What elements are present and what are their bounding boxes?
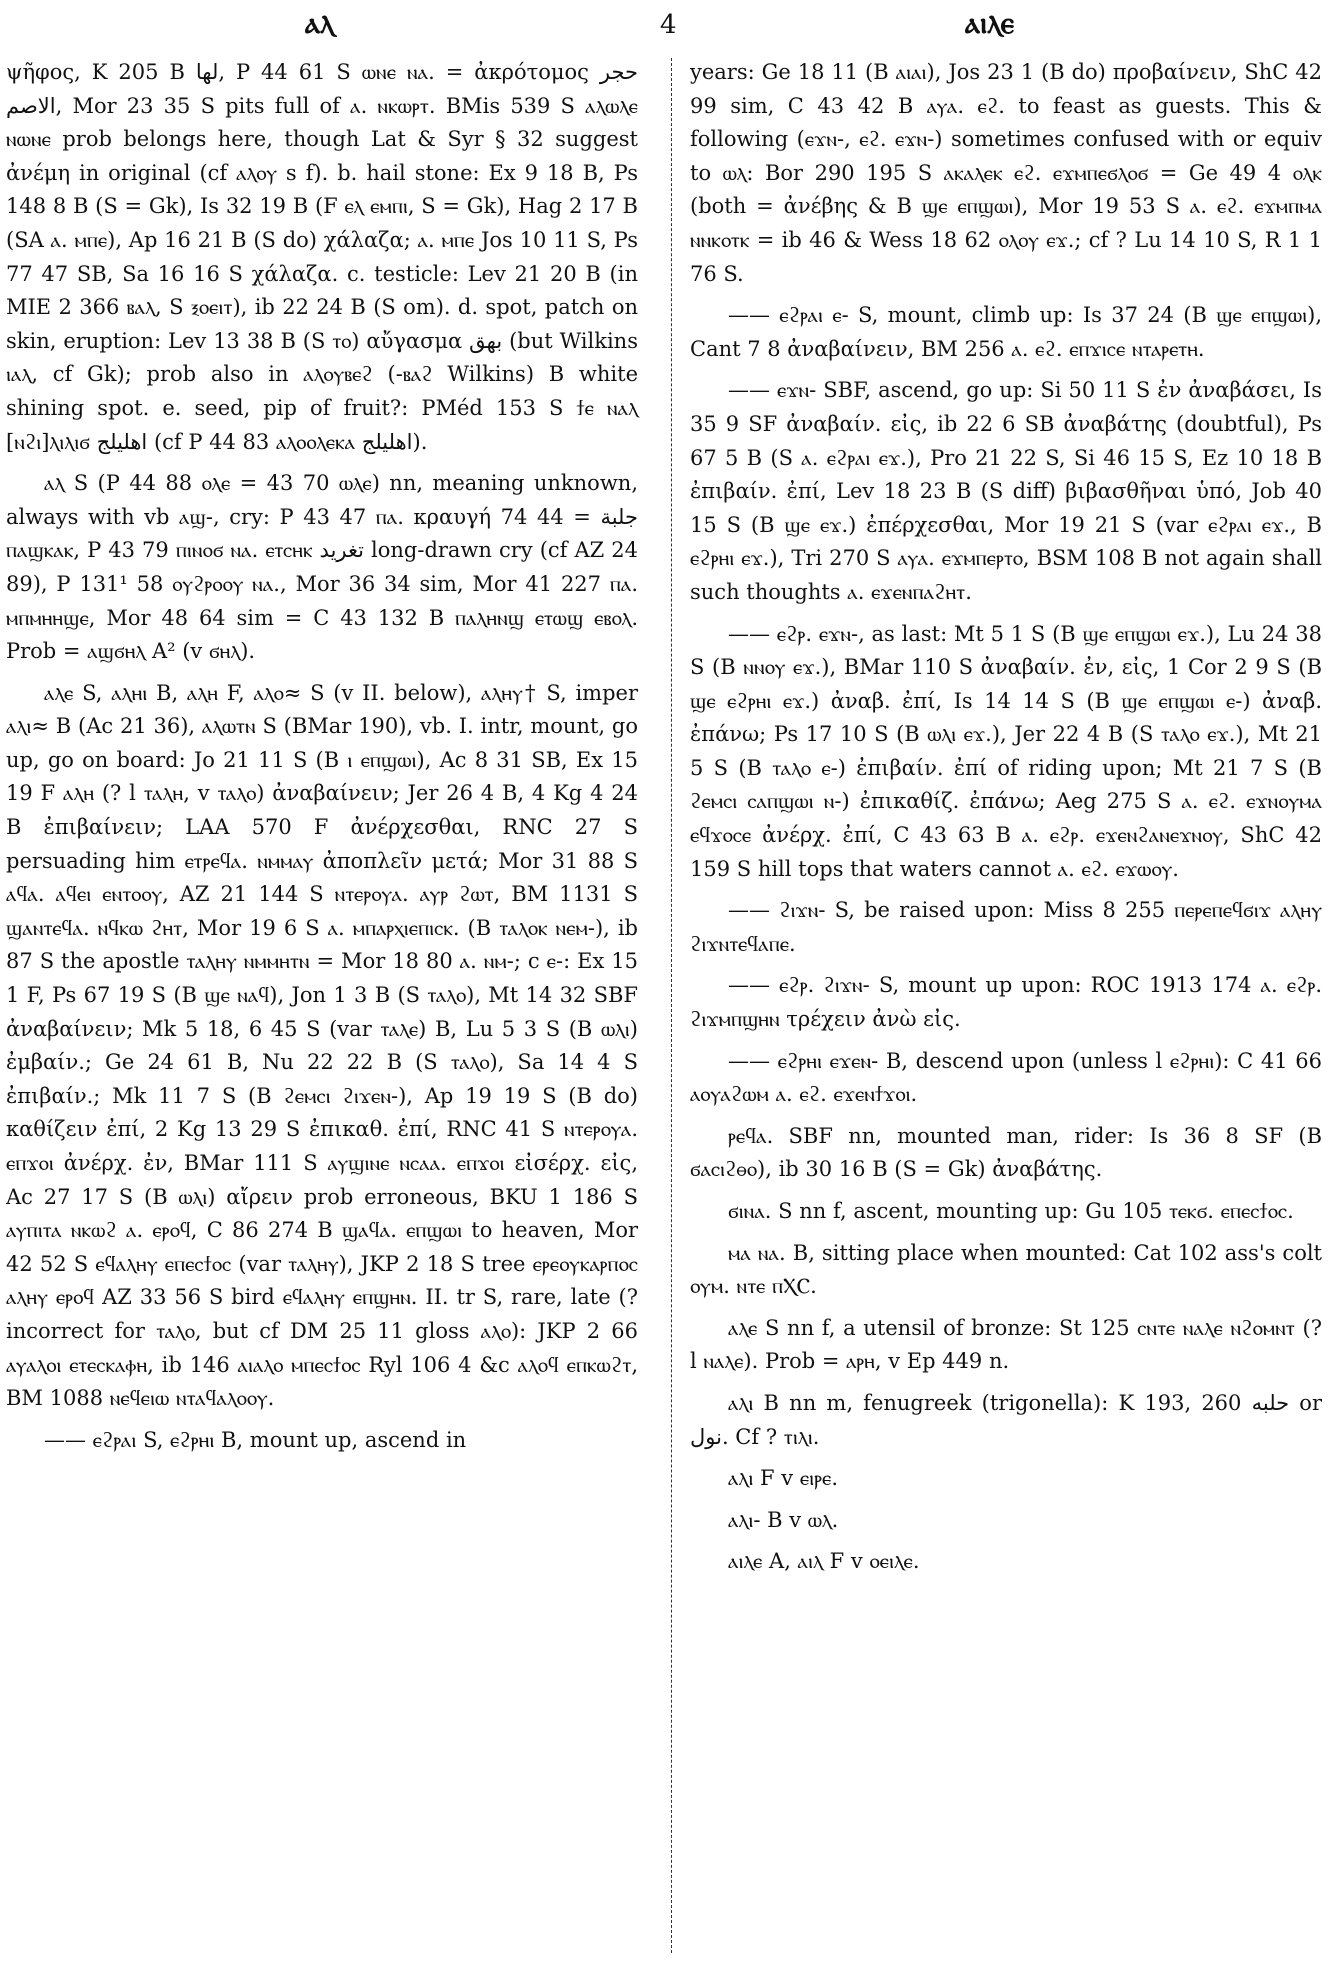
right-column [690, 56, 1322, 1587]
dictionary-entry: ⲁⲓⲗⲉ A, ⲁⲓⲗ F v ⲟⲉⲓⲗⲉ. [728, 1549, 920, 1574]
header-left-headword: ⲁⲗ [305, 6, 335, 41]
dictionary-entry: ⲁⲗⲓ B nn m, fenugreek (trigonella): K 193, 260 ﺣﻠﺒﻪ or ﻧﻮﻝ. Cf ? ⲧⲓⲗⲓ. [690, 1390, 1322, 1449]
dictionary-entry: —— ⲉϩⲣ. ⲉϫⲛ-, as last: Mt 5 1 S (B ϣⲉ ⲉⲡϣⲱⲓ ⲉϫ.), Lu 24 38 S (B ⲛⲛⲟⲩ ⲉϫ.), BMar 110 S ἀναβαίν. ἐν, εἰς, 1 Cor 2 9 S (B ϣⲉ ⲉϩⲣⲏⲓ ⲉϫ.) ἀναβ. ἐπί, Is 14 14 S (B ϣⲉ ⲉⲡϣⲱⲓ ⲉ-) ἀναβ. ἐπάνω; Ps 17 10 S (B ⲱⲗⲓ ⲉϫ.), Jer 22 4 B (S ⲧⲁⲗⲟ ⲉϫ.), Mt 21 5 S (B ⲧⲁⲗⲟ ⲉ-) ἐπιβαίν. ἐπί of riding upon; Mt 21 7 S (B ϩⲉⲙⲥⲓ ⲥⲁⲡϣⲱⲓ ⲛ-) ἐπικαθίζ. ἐπάνω; Aeg 275 S ⲁ. ⲉϩ. ⲉϫⲛⲟⲩⲙⲁ ⲉϥϫⲟⲥⲉ ἀνέρχ. ἐπί, C 43 63 B ⲁ. ⲉϩⲣ. ⲉϫⲉⲛϩⲁⲛⲉϫⲛⲟⲩ, ShC 42 159 S hill tops that waters cannot ⲁ. ⲉϩ. ⲉϫⲱⲟⲩ. [690, 621, 1322, 881]
column-divider [671, 58, 672, 1953]
dictionary-entry: ψῆφος, K 205 B ﻟﻬﺎ, P 44 61 S ⲱⲛⲉ ⲛⲁ. = ἀκρότομος ﺣﺠﺮ ﺍﻻﺻﻢ, Mor 23 35 S pits full of ⲁ. ⲛⲕⲱⲣⲧ. BMis 539 S ⲁⲗⲱⲗⲉ ⲛⲱⲛⲉ prob belongs here, though Lat & Syr § 32 suggest ἀνέμη in original (cf ⲁⲗⲟⲩ s f). b. hail stone: Ex 9 18 B, Ps 148 8 B (S = Gk), Is 32 19 B (F ⲉⲗ ⲉⲙⲡⲓ, S = Gk), Hag 2 17 B (SA ⲁ. ⲙⲡⲉ), Ap 16 21 B (S do) χάλαζα; ⲁ. ⲙⲡⲉ Jos 10 11 S, Ps 77 47 SB, Sa 16 16 S χάλαζα. c. testicle: Lev 21 20 B (in MIE 2 366 ⲃⲁⲗ, S ⲝⲟⲉⲓⲧ), ib 22 24 B (S om). d. spot, patch on skin, eruption: Lev 13 38 B (S ⲧⲟ) αὔγασμα ﺑﻬﻖ (but Wilkins ⲓⲁⲗ, cf Gk); prob also in ⲁⲗⲟⲩⲃⲉϩ (-ⲃⲁϩ Wilkins) B white shining spot. e. seed, pip of fruit?: PMéd 153 S ϯⲉ ⲛⲁⲗ [ⲛϩⲓ]ⲗⲓⲗⲓϭ ﺍﻫﻠﻴﻠﺞ (cf P 44 83 ⲁⲗⲟⲟⲗⲉⲕⲁ ﺍﻫﻠﻴﻠﺞ). [6, 60, 638, 454]
page-header [20, 6, 1310, 54]
dictionary-entry: ⲁⲗⲉ S, ⲁⲗⲏⲓ B, ⲁⲗⲏ F, ⲁⲗⲟ≈ S (v II. below), ⲁⲗⲏⲩ† S, imper ⲁⲗⲓ≈ B (Ac 21 36), ⲁⲗⲱⲧⲛ S (BMar 190), vb. I. intr, mount, go up, go on board: Jo 21 11 S (B ⲓ ⲉⲡϣⲱⲓ), Ac 8 31 SB, Ex 15 19 F ⲁⲗⲏ (? l ⲧⲁⲗⲏ, v ⲧⲁⲗⲟ) ἀναβαίνειν; Jer 26 4 B, 4 Kg 4 24 B ἐπιβαίνειν; LAA 570 F ἀνέρχεσθαι, RNC 27 S persuading him ⲉⲧⲣⲉϥⲁ. ⲛⲙⲙⲁⲩ ἀποπλεῖν μετά; Mor 31 88 S ⲁϥⲁ. ⲁϥⲉⲓ ⲉⲛⲧⲟⲟⲩ, AZ 21 144 S ⲛⲧⲉⲣⲟⲩⲁ. ⲁⲩⲣ ϩⲱⲧ, BM 1131 S ϣⲁⲛⲧⲉϥⲁ. ⲛϥⲕⲱ ϩⲏⲧ, Mor 19 6 S ⲁ. ⲙⲡⲁⲣⲭⲓⲉⲡⲓⲥⲕ. (B ⲧⲁⲗⲟⲕ ⲛⲉⲙ-), ib 87 S the apostle ⲧⲁⲗⲏⲩ ⲛⲙⲙⲏⲧⲛ = Mor 18 80 ⲁ. ⲛⲙ-; c ⲉ-: Ex 15 1 F, Ps 67 19 S (B ϣⲉ ⲛⲁϥ), Jon 1 3 B (S ⲧⲁⲗⲟ), Mt 14 32 SBF ἀναβαίνειν; Mk 5 18, 6 45 S (var ⲧⲁⲗⲉ) B, Lu 5 3 S (B ⲱⲗⲓ) ἐμβαίν.; Ge 24 61 B, Nu 22 22 B (S ⲧⲁⲗⲟ), Sa 14 4 S ἐπιβαίν.; Mk 11 7 S (B ϩⲉⲙⲥⲓ ϩⲓϫⲉⲛ-), Ap 19 19 S (B do) καθίζειν ἐπί, 2 Kg 13 29 S ἐπικαθ. ἐπί, RNC 41 S ⲛⲧⲉⲣⲟⲩⲁ. ⲉⲡϫⲟⲓ ἀνέρχ. ἐν, BMar 111 S ⲁⲩϣⲓⲛⲉ ⲛⲥⲁⲁ. ⲉⲡϫⲟⲓ εἰσέρχ. εἰς, Ac 27 17 S (B ⲱⲗⲓ) αἴρειν prob erroneous, BKU 1 186 S ⲁⲩⲡⲓⲧⲁ ⲛⲕⲱϩ ⲁ. ⲉⲣⲟϥ, C 86 274 B ϣⲁϥⲁ. ⲉⲡϣⲱⲓ to heaven, Mor 42 52 S ⲉϥⲁⲗⲏⲩ ⲉⲡⲉⲥϯⲟⲥ (var ⲧⲁⲗⲏⲩ), JKP 2 18 S tree ⲉⲣⲉⲟⲩⲕⲁⲣⲡⲟⲥ ⲁⲗⲏⲩ ⲉⲣⲟϥ AZ 33 56 S bird ⲉϥⲁⲗⲏⲩ ⲉⲡϣⲏⲛ. II. tr S, rare, late (? incorrect for ⲧⲁⲗⲟ, but cf DM 25 11 gloss ⲁⲗⲟ): JKP 2 66 ⲁⲩⲁⲗⲟⲓ ⲉⲧⲉⲥⲕⲁⲫⲏ, ib 146 ⲁⲓⲁⲗⲟ ⲙⲡⲉⲥϯⲟⲥ Ryl 106 4 &c ⲁⲗⲟϥ ⲉⲡⲕⲱϩⲧ, BM 1088 ⲛⲉϥⲉⲓⲱ ⲛⲧⲁϥⲁⲗⲟⲟⲩ. [6, 680, 638, 1411]
dictionary-entry: —— ⲉϫⲛ- SBF, ascend, go up: Si 50 11 S ἐν ἀναβάσει, Is 35 9 SF ἀναβαίν. εἰς, ib 22 6 SB ἀναβάτης (doubtful), Ps 67 5 B (S ⲁ. ⲉϩⲣⲁⲓ ⲉϫ.), Pro 21 22 S, Si 46 15 S, Ez 10 18 B ἐπιβαίν. ἐπί, Lev 18 23 B (S diff) βιβασθῆναι ὑπό, Job 40 15 S (B ϣⲉ ⲉϫ.) ἐπέρχεσθαι, Mor 19 21 S (var ⲉϩⲣⲁⲓ ⲉϫ., B ⲉϩⲣⲏⲓ ⲉϫ.), Tri 270 S ⲁⲩⲁ. ⲉϫⲙⲡⲉⲣⲧⲟ, BSM 108 B not again shall such thoughts ⲁ. ⲉϫⲉⲛⲡⲁϩⲏⲧ. [690, 378, 1322, 604]
dictionary-entry: ⲁⲗⲉ S nn f, a utensil of bronze: St 125 ⲥⲛⲧⲉ ⲛⲁⲗⲉ ⲛϩⲟⲙⲛⲧ (? l ⲛⲁⲗⲉ). Prob = ⲁⲣⲏ, v Ep 449 n. [690, 1315, 1322, 1374]
dictionary-entry: —— ϩⲓϫⲛ- S, be raised upon: Miss 8 255 ⲡⲉⲣⲉⲡⲉϥϭⲓϫ ⲁⲗⲏⲩ ϩⲓϫⲛⲧⲉϥⲁⲡⲉ. [690, 898, 1322, 956]
header-right-headword: ⲁⲓⲗⲉ [965, 6, 1015, 41]
dictionary-entry: —— ⲉϩⲣⲏⲓ ⲉϫⲉⲛ- B, descend upon (unless l ⲉϩⲣⲏⲓ): C 41 66 ⲁⲟⲩⲁϩⲱⲙ ⲁ. ⲉϩ. ⲉϫⲉⲛϯϫⲟⲓ. [690, 1048, 1322, 1107]
dictionary-entry: ⲣⲉϥⲁ. SBF nn, mounted man, rider: Is 36 8 SF (B ϭⲁⲥⲓϩⲑⲟ), ib 30 16 B (S = Gk) ἀναβάτης. [690, 1123, 1322, 1182]
dictionary-entry: years: Ge 18 11 (B ⲁⲓⲁⲓ), Jos 23 1 (B do) προβαίνειν, ShC 42 99 sim, C 43 42 B ⲁⲩⲁ. ⲉϩ. to feast as guests. This & following (ⲉϫⲛ-, ⲉϩ. ⲉϫⲛ-) sometimes confused with or equiv to ⲱⲗ: Bor 290 195 S ⲁⲕⲁⲗⲉⲕ ⲉϩ. ⲉϫⲙⲡⲉϭⲗⲟϭ = Ge 49 4 ⲟⲗⲕ (both = ἀνέβης & B ϣⲉ ⲉⲡϣⲱⲓ), Mor 19 53 S ⲁ. ⲉϩ. ⲉϫⲙⲡⲙⲁ ⲛⲛⲕⲟⲧⲕ = ib 46 & Wess 18 62 ⲟⲗⲟⲩ ⲉϫ.; cf ? Lu 14 10 S, R 1 1 76 S. [690, 60, 1322, 286]
dictionary-entry: ⲁⲗⲓ- B v ⲱⲗ. [728, 1507, 839, 1532]
page-number: 4 [660, 10, 677, 40]
dictionary-entry: —— ⲉϩⲣⲁⲓ S, ⲉϩⲣⲏⲓ B, mount up, ascend in [44, 1427, 467, 1452]
dictionary-entry: ⲙⲁ ⲛⲁ. B, sitting place when mounted: Cat 102 ass's colt ⲟⲩⲙ. ⲛⲧⲉ ⲡⲬⲤ. [690, 1240, 1322, 1299]
dictionary-entry: —— ⲉϩⲣⲁⲓ ⲉ- S, mount, climb up: Is 37 24 (B ϣⲉ ⲉⲡϣⲱⲓ), Cant 7 8 ἀναβαίνειν, BM 256 ⲁ. ⲉϩ. ⲉⲡϫⲓⲥⲉ ⲛⲧⲁⲣⲉⲧⲏ. [690, 303, 1322, 361]
dictionary-entry: ⲁⲗⲓ F v ⲉⲓⲣⲉ. [728, 1466, 839, 1491]
dictionary-entry: ϭⲓⲛⲁ. S nn f, ascent, mounting up: Gu 105 ⲧⲉⲕϭ. ⲉⲡⲉⲥϯⲟⲥ. [728, 1199, 1294, 1223]
dictionary-entry: —— ⲉϩⲣ. ϩⲓϫⲛ- S, mount up upon: ROC 1913 174 ⲁ. ⲉϩⲣ. ϩⲓϫⲙⲡϣⲏⲛ τρέχειν ἀνὼ εἰς. [690, 973, 1322, 1032]
left-column [6, 56, 638, 1465]
dictionary-entry: ⲁⲗ S (P 44 88 ⲟⲗⲉ = 43 70 ⲱⲗⲉ) nn, meaning unknown, always with vb ⲁϣ-, cry: P 43 47 ⲡⲁ. κραυγή ﺟﻠﺒﺔ = 44 74 ⲡⲁϣⲕⲁⲕ, P 43 79 ⲡⲓⲛⲟϭ ⲛⲁ. ⲉⲧⲥⲏⲕ ﺗﻐﺮﻳﺪ long-drawn cry (cf AZ 24 89), P 131¹ 58 ⲟⲩϩⲣⲟⲟⲩ ⲛⲁ., Mor 36 34 sim, Mor 41 227 ⲡⲁ. ⲙⲡⲙⲏⲏϣⲉ, Mor 48 64 sim = C 43 132 B ⲡⲁⲗⲏⲛϣ ⲉⲧⲱϣ ⲉⲃⲟⲗ. Prob = ⲁϣϭⲏⲗ A² (v ϭⲏⲗ). [6, 471, 638, 664]
